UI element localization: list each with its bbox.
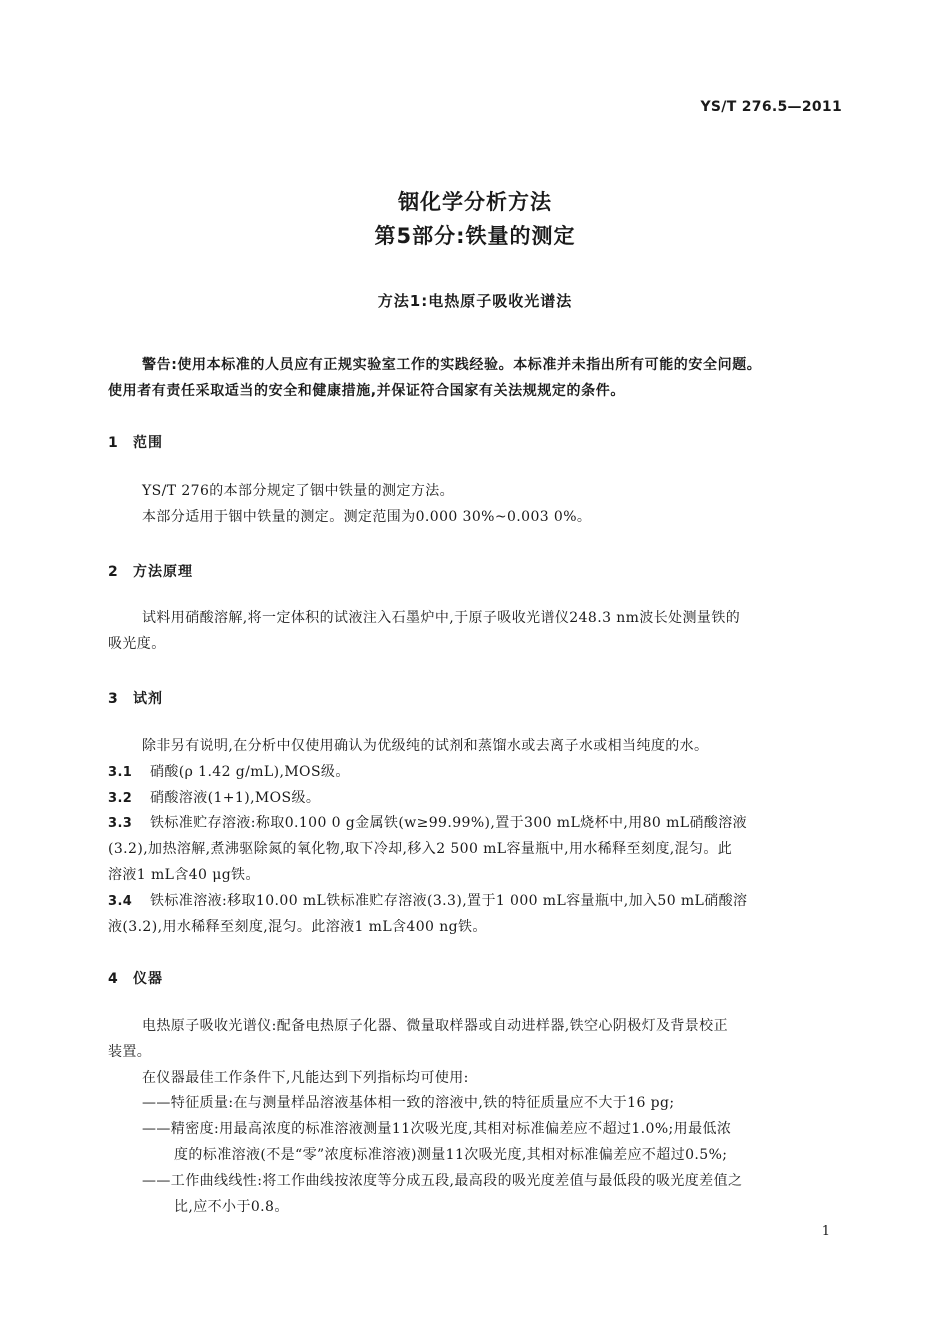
paragraph-line: YS/T 276的本部分规定了铟中铁量的测定方法。	[142, 483, 455, 499]
section-title: 方法原理	[133, 564, 193, 580]
section-number: 1	[108, 435, 119, 451]
paragraph-line: 装置。	[108, 1043, 152, 1060]
standard-code: YS/T 276.5—2011	[700, 99, 842, 115]
criteria-item-continued: 比,应不小于0.8。	[174, 1198, 289, 1215]
item-number: 3.2	[108, 790, 133, 806]
warning-paragraph	[108, 352, 844, 404]
section-title: 范围	[133, 435, 163, 451]
scope-paragraph	[108, 479, 844, 531]
section-heading-apparatus	[108, 968, 163, 988]
reagent-item	[108, 889, 844, 915]
section-number: 3	[108, 691, 119, 707]
section-title: 试剂	[133, 691, 163, 707]
item-number: 3.1	[108, 764, 133, 780]
criteria-item: ——特征质量:在与测量样品溶液基体相一致的溶液中,铁的特征质量应不大于16 pg;	[142, 1095, 675, 1112]
warning-line: 使用者有责任采取适当的安全和健康措施,并保证符合国家有关法规规定的条件。	[108, 383, 625, 399]
section-number: 4	[108, 971, 119, 987]
criteria-item-continued: 度的标准溶液(不是“零”浓度标准溶液)测量11次吸光度,其相对标准偏差应不超过0.5%;	[174, 1146, 728, 1163]
item-text: 铁标准贮存溶液:称取0.100 0 g金属铁(w≥99.99%),置于300 mL烧杯中,用80 mL硝酸溶液	[150, 815, 748, 832]
paragraph-line: 除非另有说明,在分析中仅使用确认为优级纯的试剂和蒸馏水或去离子水或相当纯度的水。	[142, 738, 709, 754]
paragraph-line: (3.2),加热溶解,煮沸驱除氮的氧化物,取下冷却,移入2 500 mL容量瓶中,用水稀释至刻度,混匀。此	[108, 841, 733, 858]
section-title: 仪器	[133, 971, 163, 987]
apparatus-paragraph	[108, 1014, 844, 1220]
section-heading-scope	[108, 432, 163, 452]
paragraph-line: 吸光度。	[108, 635, 166, 652]
paragraph-line: 在仪器最佳工作条件下,凡能达到下列指标均可使用:	[142, 1069, 469, 1086]
reagents-paragraph	[108, 734, 844, 940]
document-title: 铟化学分析方法	[398, 190, 552, 214]
section-number: 2	[108, 564, 119, 580]
criteria-item: ——工作曲线线性:将工作曲线按浓度等分成五段,最高段的吸光度差值与最低段的吸光度差值之	[142, 1172, 743, 1189]
document-subtitle: 第5部分:铁量的测定	[374, 224, 576, 248]
paragraph-line: 电热原子吸收光谱仪:配备电热原子化器、微量取样器或自动进样器,铁空心阴极灯及背景校正	[142, 1018, 728, 1034]
paragraph-line: 液(3.2),用水稀释至刻度,混匀。此溶液1 mL含400 ng铁。	[108, 918, 487, 935]
item-number: 3.4	[108, 893, 133, 909]
reagent-item	[108, 811, 844, 837]
item-text: 硝酸(ρ 1.42 g/mL),MOS级。	[150, 763, 350, 780]
section-heading-reagents	[108, 688, 163, 708]
paragraph-line: 试料用硝酸溶解,将一定体积的试液注入石墨炉中,于原子吸收光谱仪248.3 nm波长处测量铁的	[142, 610, 741, 626]
page-number: 1	[821, 1224, 830, 1239]
item-text: 铁标准溶液:移取10.00 mL铁标准贮存溶液(3.3),置于1 000 mL容量瓶中,加入50 mL硝酸溶	[150, 892, 748, 909]
criteria-item: ——精密度:用最高浓度的标准溶液测量11次吸光度,其相对标准偏差应不超过1.0%;用最低浓	[142, 1121, 732, 1138]
section-heading-principle	[108, 561, 193, 581]
item-text: 硝酸溶液(1+1),MOS级。	[150, 789, 321, 806]
reagent-item	[108, 760, 844, 786]
item-number: 3.3	[108, 816, 133, 832]
paragraph-line: 溶液1 mL含40 μg铁。	[108, 866, 260, 883]
principle-paragraph	[108, 606, 844, 658]
reagent-item	[108, 786, 844, 812]
method-title: 方法1:电热原子吸收光谱法	[377, 292, 573, 310]
warning-line: 警告:使用本标准的人员应有正规实验室工作的实践经验。本标准并未指出所有可能的安全问题。	[142, 357, 762, 373]
paragraph-line: 本部分适用于铟中铁量的测定。测定范围为0.000 30%~0.003 0%。	[142, 508, 592, 525]
